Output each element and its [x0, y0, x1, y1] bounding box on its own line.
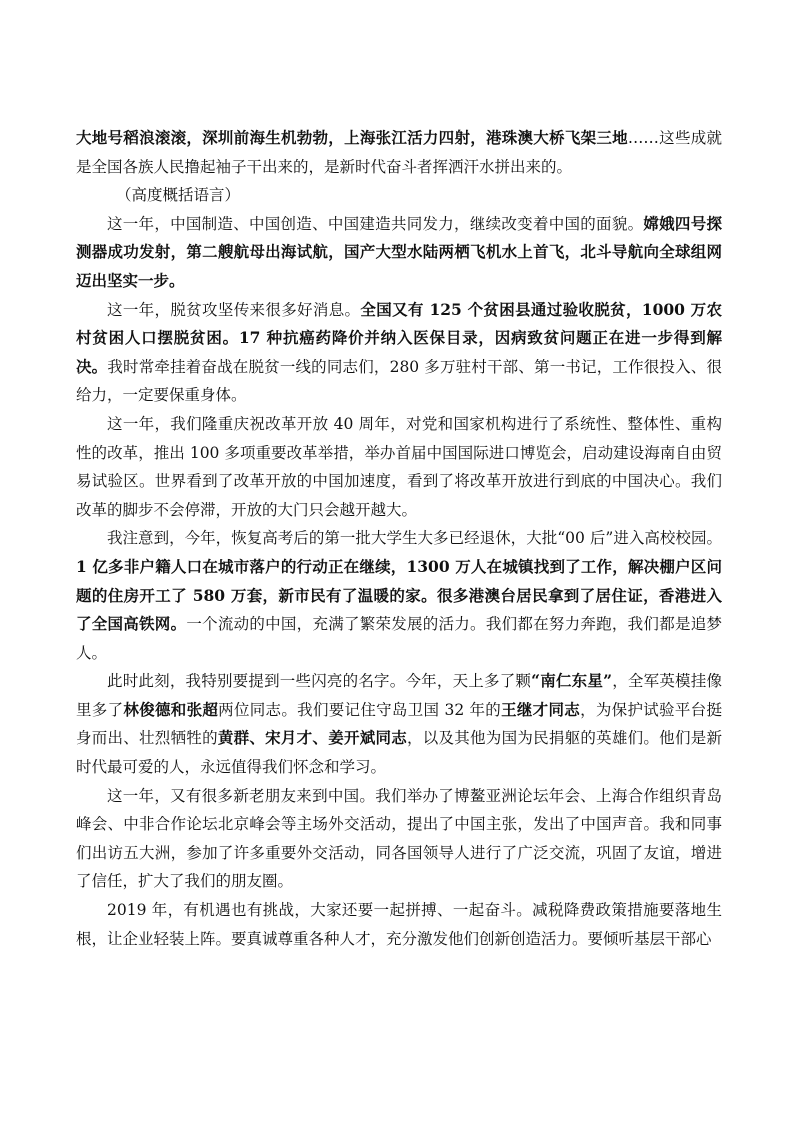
bold-text: 林俊德和张超 — [123, 699, 219, 719]
body-paragraph — [76, 896, 722, 953]
text-segment: 此时此刻，我特别要提到一些闪亮的名字。今年，天上多了颗 — [107, 672, 532, 691]
text-segment: 2019 年，有机遇也有挑战，大家还要一起拼搏、一起奋斗。减税降费政策措施要落地生根，让企业轻装上阵。要真诚尊重各种人才，充分激发他们创新创造活力。要倾听基层干部心 — [76, 901, 722, 948]
text-segment: ……这些成就是全国各族人民撸起袖子干出来的，是新时代奋斗者挥洒汗水拼出来的。 — [76, 129, 722, 176]
text-segment: 这一年，中国制造、中国创造、中国建造共同发力，继续改变着中国的面貌。 — [107, 214, 644, 233]
body-paragraph — [76, 667, 722, 781]
text-segment: 这一年，又有很多新老朋友来到中国。我们举办了博鳌亚洲论坛年会、上海合作组织青岛峰会、中非合作论坛北京峰会等主场外交活动，提出了中国主张，发出了中国声音。我和同事们出访五大洲，参加了许多重要外交活动，同各国领导人进行了广泛交流，巩固了友谊，增进了信任，扩大了我们的朋友圈。 — [76, 786, 722, 891]
body-paragraph — [76, 524, 722, 667]
body-paragraph — [76, 410, 722, 524]
body-paragraph — [76, 782, 722, 896]
text-segment: 这一年，脱贫攻坚传来很多好消息。 — [107, 300, 361, 319]
body-paragraph — [76, 296, 722, 410]
text-segment: 这一年，我们隆重庆祝改革开放 40 周年，对党和国家机构进行了系统性、整体性、重构性的改革，推出 100 多项重要改革举措，举办首届中国国际进口博览会，启动建设海南自由贸易试验区。世界看到了改革开放的中国加速度，看到了将改革开放进行到底的中国决心。我们改革的脚步不会停滞，开放的大门只会越开越大。 — [76, 414, 722, 519]
text-segment: 我注意到，今年，恢复高考后的第一批大学生大多已经退休，大批“00 后”进入高校校园。 — [107, 529, 722, 548]
bold-text: 1 亿多非户籍人口在城市落户的行动正在继续，1300 万人在城镇找到了工作，解决棚户区问题的住房开工了 580 万套，新市民有了温暖的家。很多港澳台居民拿到了居住证，香港进入了全国高铁网。 — [76, 556, 722, 634]
bold-text: 全国又有 125 个贫困县通过验收脱贫，1000 万农村贫困人口摆脱贫困。17 种抗癌药降价并纳入医保目录，因病致贫问题正在进一步得到解决。 — [76, 299, 722, 376]
body-paragraph — [76, 124, 722, 181]
text-segment: ，以及其他为国为民捐躯的英雄们。他们是新时代最可爱的人，永远值得我们怀念和学习。 — [76, 729, 722, 777]
bold-text: 王继才同志 — [501, 699, 581, 719]
text-segment: ，全军英模挂像里多了 — [76, 672, 722, 719]
text-segment: ，为保护试验平台挺身而出、壮烈牺牲的 — [76, 700, 722, 748]
text-segment: 一个流动的中国，充满了繁荣发展的活力。我们都在努力奔跑，我们都是追梦人。 — [76, 615, 722, 662]
annotation-note — [76, 181, 722, 210]
document-page — [76, 124, 722, 953]
text-segment: 我时常牵挂着奋战在脱贫一线的同志们，280 多万驻村干部、第一书记，工作很投入、很给力，一定要保重身体。 — [76, 357, 722, 405]
body-paragraph — [76, 210, 722, 296]
bold-text: 嫦娥四号探测器成功发射，第二艘航母出海试航，国产大型水陆两栖飞机水上首飞，北斗导航向全球组网迈出坚实一步。 — [76, 213, 722, 290]
bold-text: 大地号稻浪滚滚，深圳前海生机勃勃，上海张江活力四射，港珠澳大桥飞架三地 — [76, 128, 628, 147]
text-segment: （高度概括语言） — [116, 186, 241, 205]
bold-text: “南仁东星” — [531, 671, 613, 691]
text-segment: 两位同志。我们要记住守岛卫国 32 年的 — [218, 700, 502, 719]
bold-text: 黄群、宋月才、姜开斌同志 — [217, 728, 407, 748]
